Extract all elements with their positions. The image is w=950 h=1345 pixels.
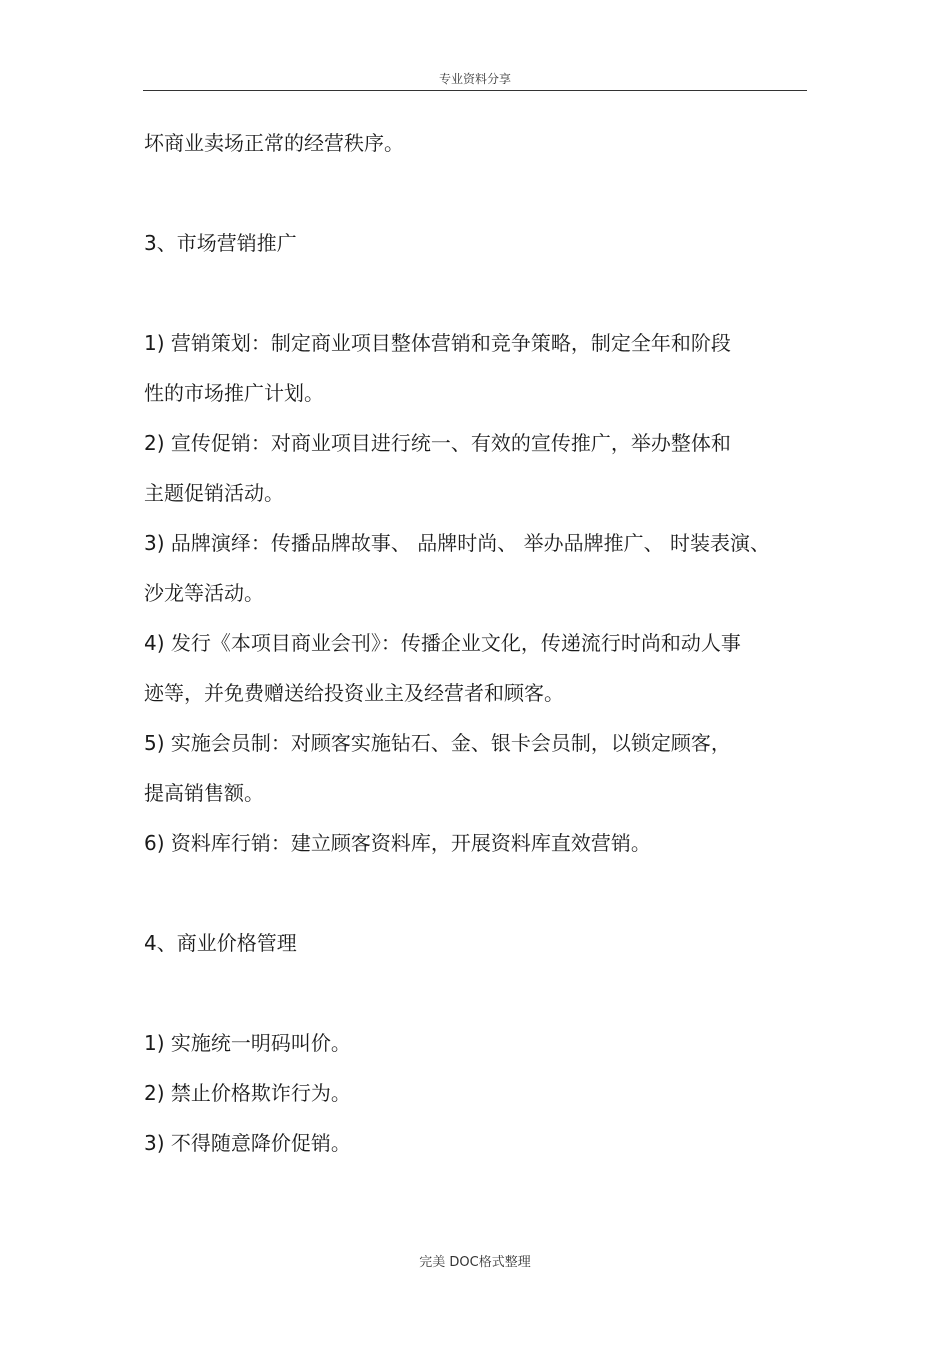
list-item-continuation: 沙龙等活动。 [144, 581, 264, 605]
list-item-continuation: 性的市场推广计划。 [144, 381, 324, 405]
page-footer: 完美 DOC格式整理 [419, 1255, 531, 1270]
list-item: 2) 宣传促销：对商业项目进行统一、有效的宣传推广，举办整体和 [144, 431, 731, 455]
section-heading: 4、商业价格管理 [144, 931, 297, 955]
list-item: 4) 发行《本项目商业会刊》：传播企业文化，传递流行时尚和动人事 [144, 631, 741, 655]
list-item: 5) 实施会员制：对顾客实施钻石、金、银卡会员制，以锁定顾客， [144, 731, 731, 755]
list-item: 3) 品牌演绎：传播品牌故事、 品牌时尚、 举办品牌推广、 时装表演、 [144, 531, 770, 555]
list-item-continuation: 主题促销活动。 [144, 481, 284, 505]
list-item: 3) 不得随意降价促销。 [144, 1131, 351, 1155]
paragraph-line: 坏商业卖场正常的经营秩序。 [144, 131, 404, 155]
section-heading: 3、市场营销推广 [144, 231, 297, 255]
list-item: 1) 营销策划：制定商业项目整体营销和竞争策略，制定全年和阶段 [144, 331, 731, 355]
list-item: 6) 资料库行销：建立顾客资料库，开展资料库直效营销。 [144, 831, 651, 855]
page-header: 专业资料分享 [438, 72, 511, 86]
list-item-continuation: 迹等，并免费赠送给投资业主及经营者和顾客。 [144, 681, 564, 705]
header-divider [143, 90, 807, 91]
list-item: 1) 实施统一明码叫价。 [144, 1031, 351, 1055]
list-item: 2) 禁止价格欺诈行为。 [144, 1081, 351, 1105]
list-item-continuation: 提高销售额。 [144, 781, 264, 805]
